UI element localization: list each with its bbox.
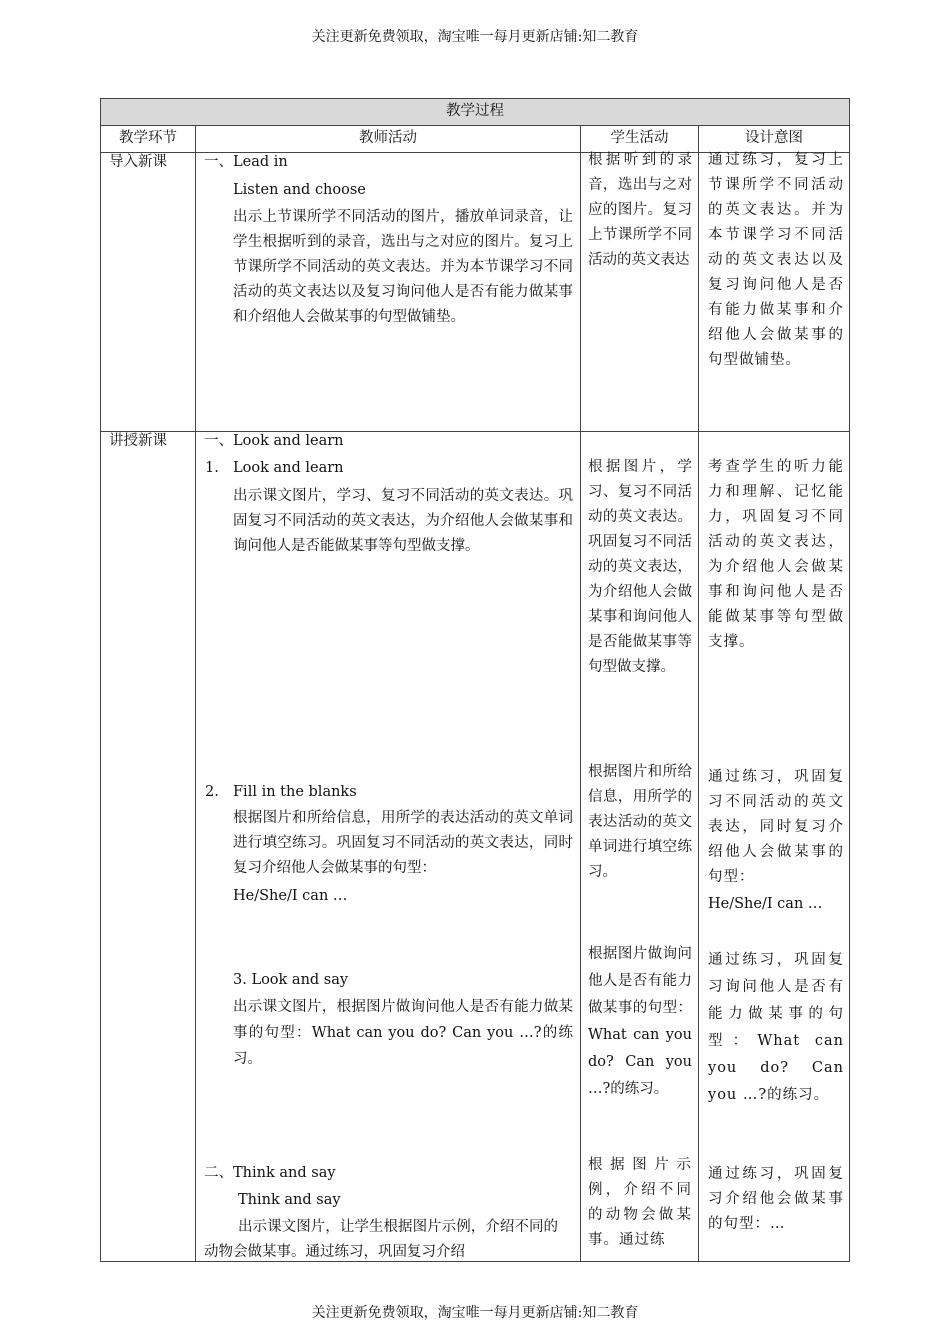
item2-desc: 根据图片和所给信息，用所学的表达活动的英文单词进行填空练习。巩固复习不同活动的英文表达，同时复习介绍他人会做某事的句型：: [233, 810, 573, 876]
rule-right: [849, 98, 850, 1262]
row1-stage: 导入新课: [109, 154, 167, 170]
row1-intent: 通过练习，复习上节课所学不同活动的英文表达。并为本节课学习不同活动的英文表达以及复习询问他人是否有能力做某事和介绍他人会做某事的句型做铺垫。: [708, 152, 844, 368]
part2-desc: 出示课文图片，让学生根据图片示例，介绍不同的动物会做某事。通过练习，巩固复习介绍: [204, 1219, 558, 1260]
item3-intent: 通过练习，巩固复习询问他人是否有能力做某事的句型：What can you do? Can you …?的练习。: [708, 952, 844, 1103]
footer-banner: 关注更新免费领取，淘宝唯一每月更新店铺:知二教育: [311, 1305, 639, 1321]
part2-student: 根据图片示例，介绍不同的动物会做某事。通过练: [588, 1157, 692, 1248]
part2-sub: Think and say: [238, 1192, 341, 1208]
rule-col1: [195, 125, 196, 1262]
item1-student: 根据图片，学习、复习不同活动的英文表达。巩固复习不同活动的英文表达，为介绍他人会做某事和询问他人是否能做某事等句型做支撑。: [588, 459, 692, 675]
part2-heading: 二、Think and say: [204, 1165, 336, 1181]
item2-intent-pattern: He/She/I can …: [708, 896, 823, 912]
item2-num: 2.: [205, 784, 219, 800]
item2-intent: 通过练习，巩固复习不同活动的英文表达，同时复习介绍他人会做某事的句型：: [708, 769, 844, 885]
item2-pattern: He/She/I can …: [233, 888, 348, 904]
header-intent: 设计意图: [745, 130, 803, 146]
item1-title: Look and learn: [233, 460, 344, 476]
header-banner: 关注更新免费领取，淘宝唯一每月更新店铺:知二教育: [311, 29, 639, 45]
header-student: 学生活动: [610, 130, 669, 146]
item1-intent: 考查学生的听力能力和理解、记忆能力，巩固复习不同活动的英文表达，为介绍他人会做某事和询问他人是否能做某事等句型做支撑。: [708, 459, 844, 650]
row1-heading: 一、Lead in: [204, 154, 288, 170]
item3-desc: 出示课文图片，根据图片做询问他人是否有能力做某事的句型：What can you do? Can you …?的练习。: [233, 999, 573, 1067]
row2-stage: 讲授新课: [109, 433, 167, 449]
item2-title: Fill in the blanks: [233, 784, 357, 800]
part2-intent: 通过练习，巩固复习介绍他会做某事的句型：…: [708, 1166, 844, 1232]
row2-heading: 一、Look and learn: [204, 433, 344, 449]
rule-left: [100, 98, 101, 1262]
item2-student: 根据图片和所给信息，用所学的表达活动的英文单词进行填空练习。: [588, 764, 692, 880]
table-title: 教学过程: [446, 103, 504, 119]
header-teacher: 教师活动: [359, 130, 417, 146]
item3-student: 根据图片做询问他人是否有能力做某事的句型：What can you do? Can you …?的练习。: [588, 946, 692, 1097]
item1-num: 1.: [205, 460, 219, 476]
rule-col3: [698, 125, 699, 1262]
row1-desc: 出示上节课所学不同活动的图片，播放单词录音，让学生根据听到的录音，选出与之对应的图片。复习上节课所学不同活动的英文表达。并为本节课学习不同活动的英文表达以及复习询问他人是否有能力做某事和介绍他人会做某事的句型做铺垫。: [233, 209, 573, 325]
row1-sub: Listen and choose: [233, 182, 366, 198]
row1-student: 根据听到的录音，选出与之对应的图片。复习上节课所学不同活动的英文表达: [588, 152, 692, 268]
header-stage: 教学环节: [119, 130, 177, 146]
rule-col2: [580, 125, 581, 1262]
teaching-process-table: [100, 98, 850, 1262]
item1-desc: 出示课文图片，学习、复习不同活动的英文表达。巩固复习不同活动的英文表达，为介绍他人会做某事和询问他人是否能做某事等句型做支撑。: [233, 488, 573, 554]
item3-title: 3. Look and say: [233, 972, 349, 988]
